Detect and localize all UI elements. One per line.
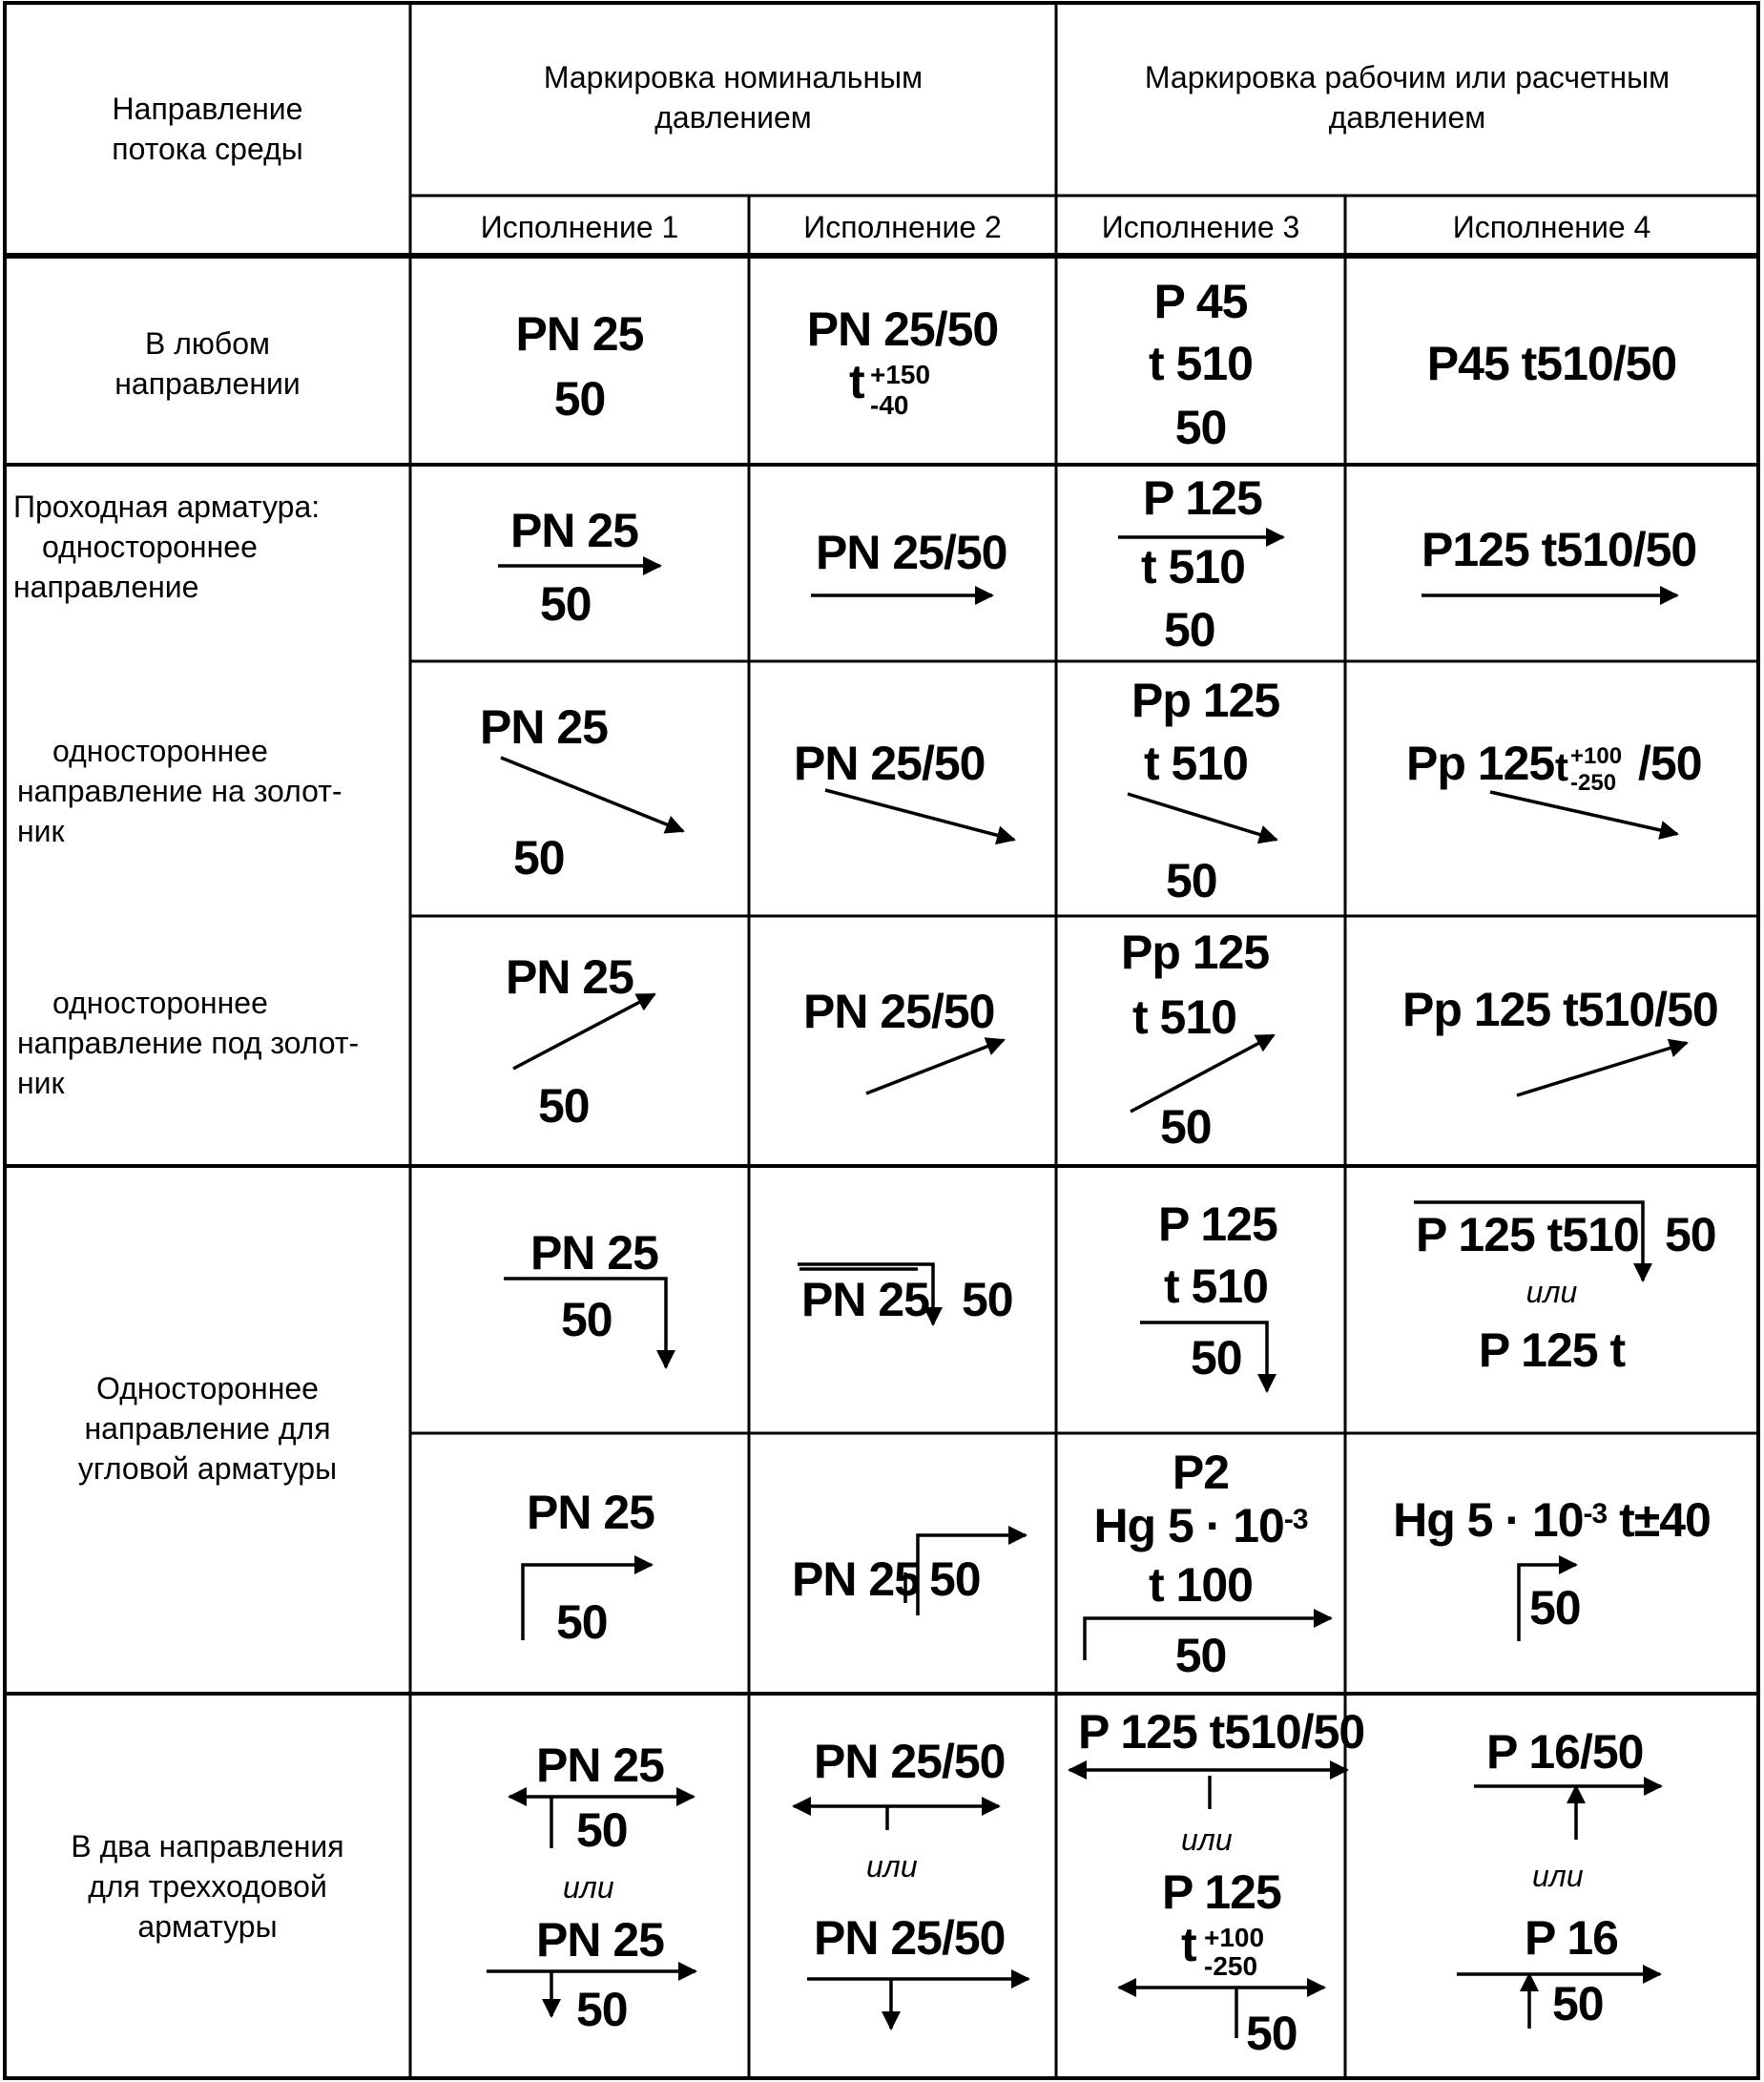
label-onto-spool-2: направление на золот- ник: [17, 774, 342, 848]
header-variant-4: Исполнение 4: [1452, 210, 1651, 244]
under-v3-temp: t 510: [1132, 990, 1236, 1044]
through-v3-temp: t 510: [1141, 540, 1245, 593]
angle-a3-dn: 50: [1191, 1331, 1242, 1385]
angle-b1-pressure: PN 25: [527, 1486, 654, 1539]
header-variant-3: Исполнение 3: [1101, 210, 1300, 244]
label-two-way: В два направления для трехходовой арматуры: [71, 1829, 344, 1944]
twoway-v4-dn: 50: [1552, 1977, 1604, 2030]
angle-a1-dn: 50: [561, 1293, 612, 1346]
twoway-v3-temp: t: [1181, 1918, 1196, 1971]
twoway-v3-dn: 50: [1246, 2007, 1297, 2060]
twoway-v1-top: PN 25: [536, 1738, 664, 1792]
angle-a2-dn: 50: [962, 1273, 1013, 1326]
onto-v4-temp: t: [1555, 744, 1567, 789]
any-v4-marking: P45 t510/50: [1426, 337, 1677, 390]
label-through: Проходная арматура: одностороннее направление: [13, 489, 321, 604]
onto-v1-dn: 50: [513, 831, 565, 885]
under-v1-pressure: PN 25: [506, 950, 633, 1004]
twoway-v1-bottom: PN 25: [536, 1913, 664, 1967]
angle-a4-dn: 50: [1665, 1208, 1716, 1261]
through-v3-pressure: P 125: [1143, 471, 1262, 525]
any-v1-dn: 50: [553, 372, 606, 426]
any-v3-temp: t 510: [1149, 337, 1253, 390]
twoway-v3-or: или: [1181, 1822, 1233, 1857]
any-v1-pressure: PN 25: [515, 307, 644, 361]
onto-v4-temp-upper: +100: [1570, 743, 1623, 769]
through-v1-pressure: PN 25: [510, 504, 638, 557]
header-variant-2: Исполнение 2: [803, 210, 1002, 244]
label-under-spool: одностороннее: [52, 986, 268, 1020]
onto-v3-temp: t 510: [1144, 737, 1248, 790]
any-v2-marking: PN 25/50: [806, 302, 999, 356]
angle-a3-pressure: P 125: [1158, 1197, 1277, 1251]
any-v2-temp: t: [849, 355, 864, 408]
angle-a1-pressure: PN 25: [530, 1226, 658, 1280]
angle-b2-dn: 50: [929, 1552, 981, 1606]
twoway-v4-top: P 16/50: [1486, 1725, 1644, 1779]
twoway-v3-top: P 125 t510/50: [1078, 1705, 1365, 1759]
twoway-v1-bottom-dn: 50: [576, 1983, 628, 2036]
any-v3-pressure: P 45: [1153, 275, 1248, 328]
angle-b3-vacuum: Hg $5 \cdot 10^{-3}$: [1093, 1499, 1308, 1552]
through-v2-marking: PN 25/50: [816, 526, 1007, 579]
angle-a4-top: P 125 t510: [1416, 1208, 1639, 1261]
twoway-v4-or: или: [1532, 1859, 1584, 1893]
twoway-v1-top-dn: 50: [576, 1803, 628, 1857]
onto-v4-pressure: Pp 125: [1406, 737, 1555, 790]
onto-v3-dn: 50: [1166, 854, 1217, 907]
label-any-direction: В любом направлении: [114, 326, 301, 401]
twoway-v4-bottom: P 16: [1525, 1911, 1618, 1965]
twoway-v3-temp-lower: -250: [1204, 1951, 1258, 1981]
angle-b1-dn: 50: [556, 1595, 608, 1649]
angle-a3-temp: t 510: [1164, 1260, 1268, 1313]
angle-b2-pressure: PN 25: [792, 1552, 920, 1606]
through-v1-dn: 50: [540, 577, 591, 631]
twoway-v1-or: или: [563, 1870, 614, 1905]
under-v4-marking: Pp 125 t510/50: [1402, 983, 1718, 1036]
onto-v1-pressure: PN 25: [480, 700, 608, 754]
angle-b3-pressure: P2: [1172, 1446, 1230, 1499]
angle-b3-temp: t 100: [1149, 1558, 1253, 1612]
twoway-v2-top: PN 25/50: [814, 1735, 1006, 1788]
angle-b4-marking: Hg $5 \cdot 10^{-3}$ t±40: [1393, 1493, 1711, 1547]
twoway-v2-bottom: PN 25/50: [814, 1911, 1006, 1965]
under-v3-pressure: Pp 125: [1121, 926, 1270, 979]
twoway-v3-bottom: P 125: [1162, 1865, 1281, 1919]
header-working: Маркировка рабочим или расчетным давлением: [1144, 60, 1671, 135]
any-v2-temp-lower: -40: [870, 390, 909, 420]
under-v1-dn: 50: [538, 1079, 590, 1133]
angle-a4-bottom: P 125 t: [1478, 1323, 1626, 1377]
header-nominal: Маркировка номинальным давлением: [543, 60, 924, 135]
angle-a2-pressure: PN 25: [801, 1273, 929, 1326]
onto-v4-temp-lower: -250: [1570, 770, 1617, 796]
through-v4-marking: P125 t510/50: [1422, 523, 1697, 576]
angle-a4-or: или: [1525, 1275, 1578, 1309]
onto-v4-dn: /50: [1638, 737, 1702, 790]
under-v3-dn: 50: [1160, 1100, 1212, 1154]
through-v3-dn: 50: [1164, 603, 1215, 656]
label-angle: Одностороннее направление для угловой арматуры: [77, 1371, 338, 1486]
label-under-spool-2: направление под золот- ник: [17, 1026, 360, 1100]
any-v2-temp-upper: +150: [870, 360, 931, 389]
under-v2-marking: PN 25/50: [803, 985, 995, 1038]
twoway-v3-temp-upper: +100: [1204, 1923, 1265, 1952]
onto-v3-pressure: Pp 125: [1131, 674, 1280, 727]
label-onto-spool: одностороннее: [52, 734, 268, 768]
header-variant-1: Исполнение 1: [480, 210, 679, 244]
angle-b3-dn: 50: [1174, 1629, 1227, 1682]
onto-v2-marking: PN 25/50: [794, 737, 986, 790]
header-direction: Направление потока среды: [112, 92, 303, 166]
angle-b4-dn: 50: [1529, 1581, 1581, 1634]
any-v3-dn: 50: [1174, 401, 1227, 454]
twoway-v2-or: или: [866, 1849, 918, 1884]
